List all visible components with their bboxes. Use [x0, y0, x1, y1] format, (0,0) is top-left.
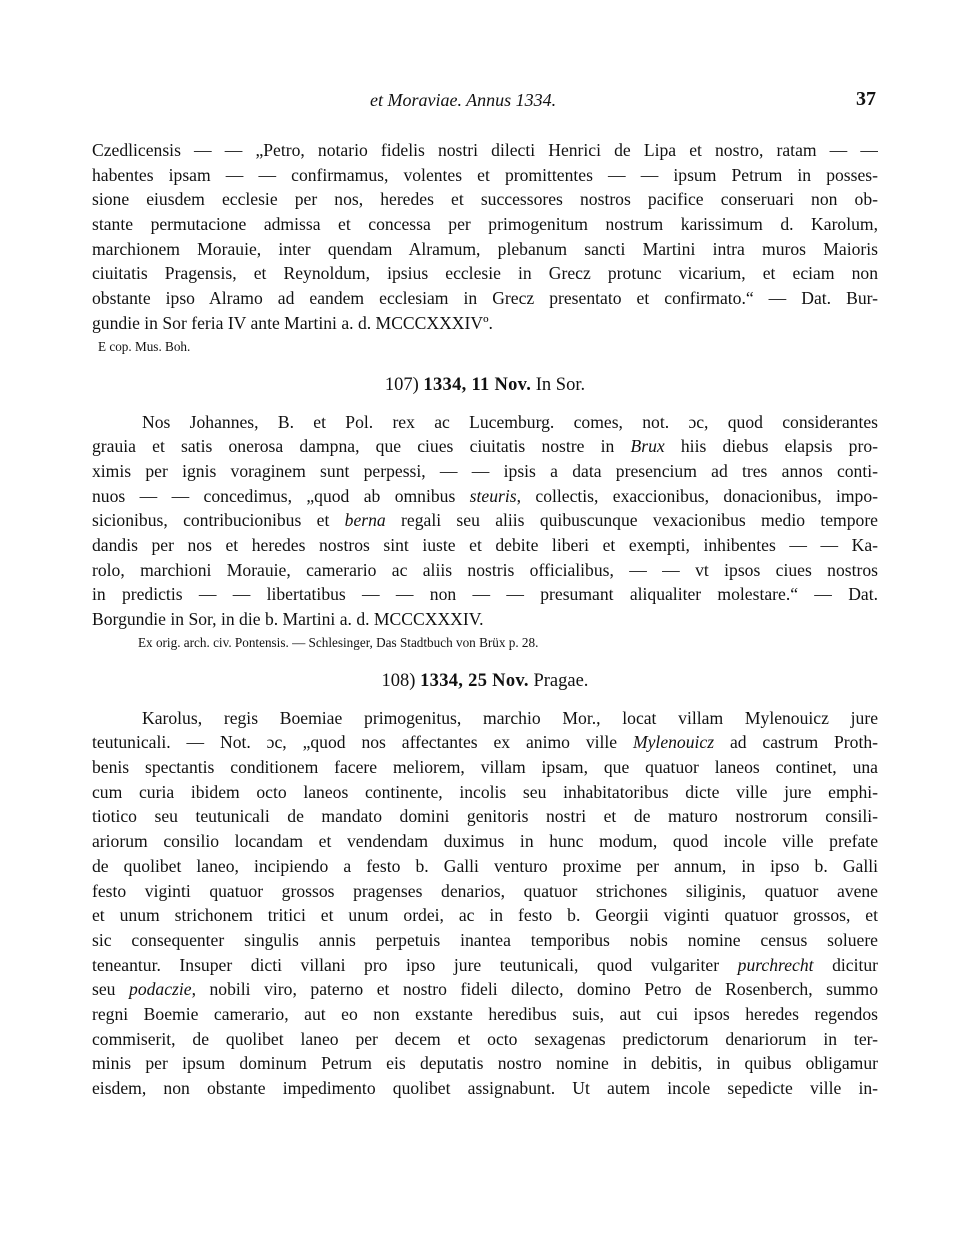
- doc-108-text: [92, 706, 878, 1101]
- text-line: Nos Johannes, B. et Pol. rex ac Lucemburg. comes, not. ɔc, quod considerantes: [142, 411, 878, 432]
- text-line: gundie in Sor feria IV ante Martini a. d. MCCCXXXIVº.: [92, 312, 493, 333]
- text-line: et unum strichonem tritici et unum ordei, ac in festo b. Georgii viginti quatuor grossos, et: [92, 905, 878, 926]
- doc-place: In Sor.: [535, 374, 586, 395]
- text-line: sic consequenter singulis annis perpetuis inantea temporibus nobis nomine census soluere: [92, 929, 878, 950]
- doc-place: Pragae.: [533, 670, 589, 691]
- text-line: ciuitatis Pragensis, et Reynoldum, ipsius ecclesie in Grecz protunc vicarium, et eciam non: [92, 263, 878, 284]
- summary-line: Karolus, regis Boemiae primogenitus, marchio Mor., locat villam Mylenouicz jure: [142, 707, 878, 728]
- page-body: [92, 138, 878, 1101]
- text-line: eisdem, non obstante impedimento quolibet assignabunt. Ut autem incole sepedicte ville in-: [92, 1078, 878, 1098]
- doc-number: 108): [381, 670, 416, 691]
- text-line: grauia et satis onerosa dampna, que ciues ciuitatis nostre in Brux hiis diebus elapsis pro-: [92, 436, 878, 457]
- text-line: festo viginti quatuor grossos pragenses denarios, quatuor strichones siliginis, quatuor avene: [92, 880, 878, 901]
- text-line: Borgundie in Sor, in die b. Martini a. d. MCCCXXXIV.: [92, 609, 484, 629]
- text-line: stante permutacione admissa et concessa per primogenitum nostrum karissimum d. Karolum,: [92, 214, 878, 235]
- summary-line: teutunicali.: [92, 732, 171, 753]
- text-line: habentes ipsam — — confirmamus, volentes et promittentes — — ipsum Petrum in posses-: [92, 164, 878, 185]
- text-line: seu podaczie, nobili viro, paterno et nostro fideli dilecto, domino Petro de Rosenberch, summo: [92, 979, 878, 1000]
- doc-106-text: [92, 138, 878, 358]
- text-line: rolo, marchioni Morauie, camerario ac aliis nostris officialibus, — — vt ipsos ciues nostros: [92, 559, 878, 580]
- page-number: 37: [856, 88, 876, 110]
- text-line: nuos — — concedimus, „quod ab omnibus steuris, collectis, exaccionibus, donacionibus, impo-: [92, 485, 878, 506]
- text-line: teutunicali. — Not. ɔc, „quod nos affectantes ex animo ville Mylenouicz ad castrum Proth-: [92, 732, 878, 753]
- text-line: Czedlicensis — — „Petro, notario fidelis nostri dilecti Henrici de Lipa et nostro, ratam — —: [92, 140, 878, 160]
- text-line: obstante ipso Alramo ad eandem ecclesiam in Grecz presentato et confirmato.“ — Dat. Bur-: [92, 288, 878, 309]
- source-note: E cop. Mus. Boh.: [98, 338, 191, 354]
- text-line: ariorum consilio locandam et vendendam duximus in hunc modum, quod incole ville prefate: [92, 831, 878, 852]
- text-line: teneantur. Insuper dicti villani pro ipso jure teutunicali, quod vulgariter purchrecht dicitur: [92, 954, 878, 975]
- running-title: et Moraviae. Annus 1334.: [370, 90, 557, 110]
- doc-108-heading: [92, 666, 878, 696]
- doc-date: 1334, 25 Nov.: [420, 670, 529, 691]
- text-line: marchionem Morauie, inter quendam Alramum, plebanum sancti Martini intra muros Maioris: [92, 238, 878, 259]
- text-line: tiotico seu teutunicali de mandato domini genitoris nostri et de maturo nostrorum consili-: [92, 806, 878, 827]
- doc-date: 1334, 11 Nov.: [423, 374, 532, 395]
- text-line: cum curia ibidem octo laneos continente, incolis seu inhabitatoribus dicte ville jure emphi-: [92, 781, 878, 802]
- text-line: in predictis — — libertatibus — — non — — presumant aliqualiter molestare.“ — Dat.: [92, 584, 878, 605]
- text-line: benis spectantis conditionem facere meliorem, villam ipsam, que quatuor laneos continet, una: [92, 757, 878, 778]
- text-line: de quolibet laneo, incipiendo a festo b. Galli venturo proxime per annum, in ipso b. Galli: [92, 855, 878, 876]
- doc-107-text: [92, 410, 878, 654]
- text-line: regni Boemie camerario, aut eo non exstante heredibus suis, aut cui ipsos heredes regendos: [92, 1003, 878, 1024]
- text-line: sione eiusdem ecclesie per nos, heredes et successores nostros pacifice conseruari non ob-: [92, 189, 878, 210]
- doc-107-heading: [92, 370, 878, 400]
- source-note: Ex orig. arch. civ. Pontensis. — Schlesinger, Das Stadtbuch von Brüx p. 28.: [138, 634, 539, 650]
- text-line: dandis per nos et heredes nostros sint iuste et debite liberi et exempti, inhibentes — — Ka-: [92, 534, 878, 555]
- text-line: commiserit, de quolibet laneo per decem et octo sexagenas predictorum denariorum in ter-: [92, 1028, 878, 1049]
- running-head: [0, 90, 960, 116]
- text-line: sicionibus, contribucionibus et berna regali seu aliis quibuscunque vexacionibus medio tempore: [92, 510, 878, 531]
- doc-number: 107): [384, 374, 419, 395]
- text-line: ximis per ignis voraginem sunt perpessi, — — ipsis a data presencium ad tres annos conti-: [92, 460, 878, 481]
- text-line: minis per ipsum dominum Petrum eis deputatis nostro nomine in debitis, in quibus obligamur: [92, 1053, 878, 1074]
